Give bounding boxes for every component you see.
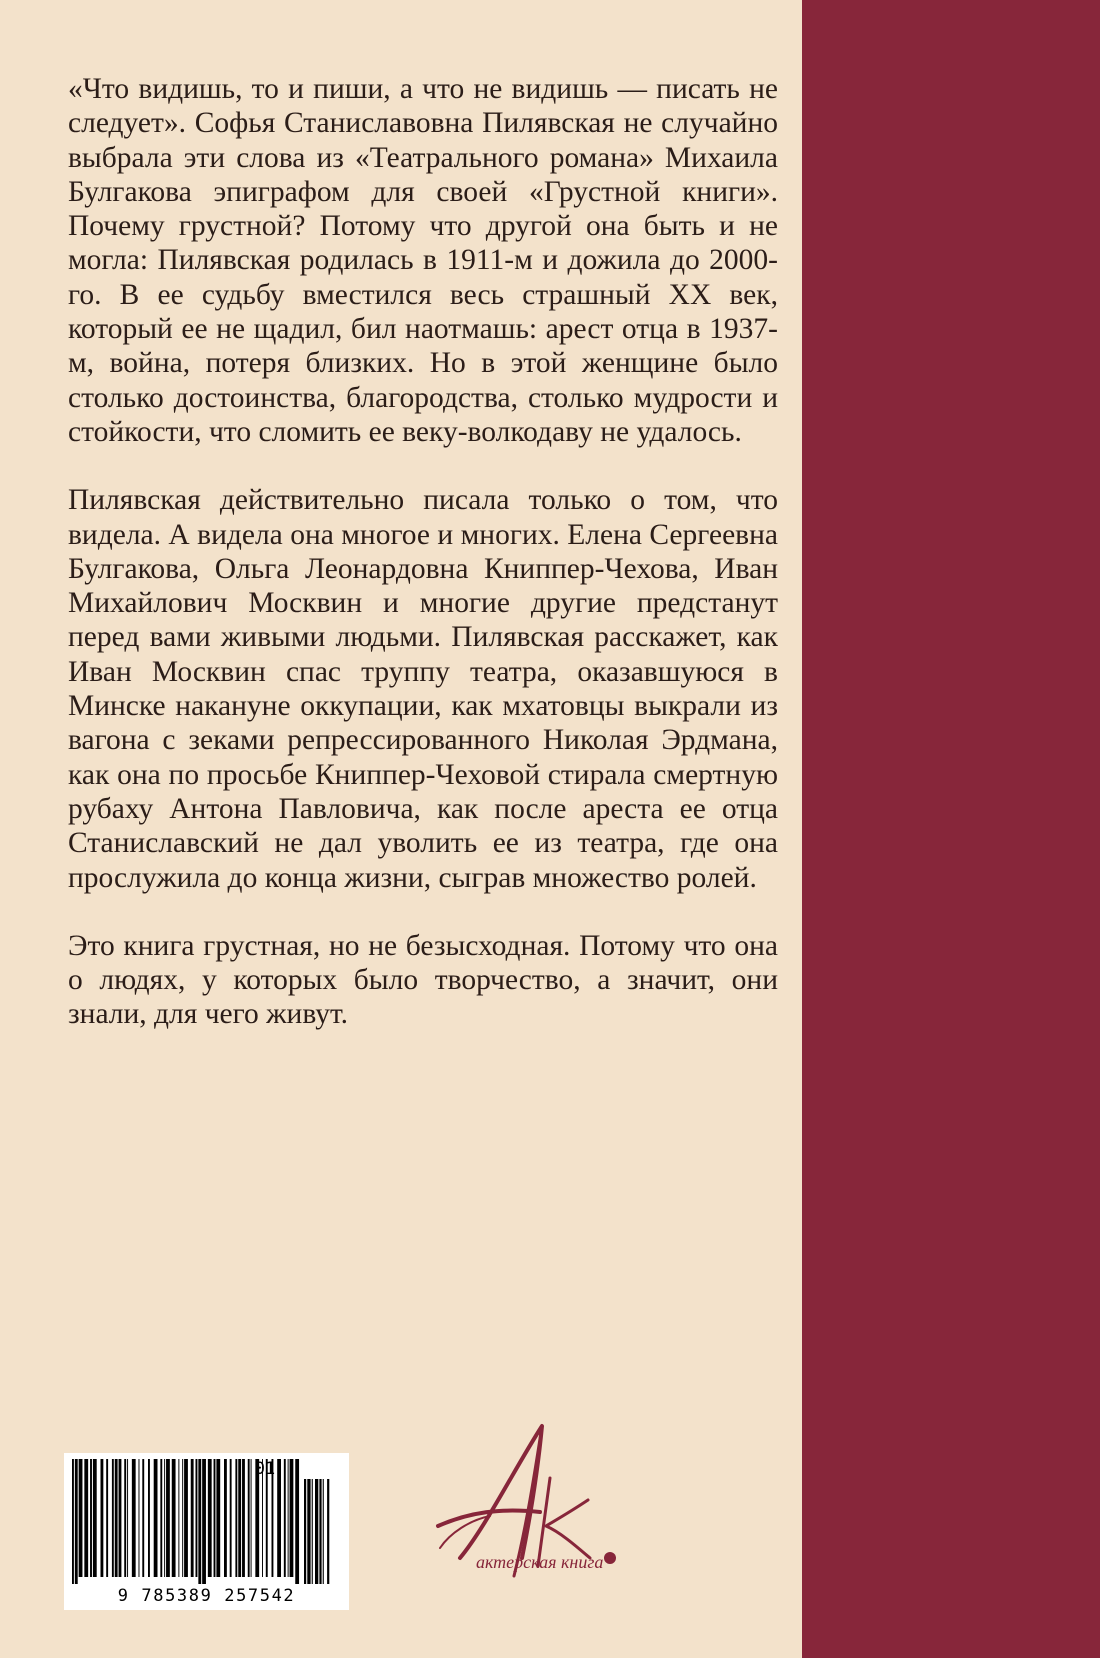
barcode-bar — [84, 1459, 88, 1577]
barcode-bar — [119, 1459, 122, 1577]
barcode-bar — [72, 1459, 74, 1584]
blurb-paragraph-2: Пилявская действительно писала только о том, что видела. А видела она многое и многих. Елена Сергеевна Булгакова, Ольга Леонардовна Книппер-Чехова, Иван Михайлович Москвин и многие другие предстанут перед вами живыми людьми. Пилявская расскажет, как Иван Москвин спас труппу театра, оказавшуюся в Минске накануне оккупации, как мхатовцы выкрали из вагона с зеками репрессированного Николая Эрдмана, как она по просьбе Книппер-Чеховой стирала смертную рубаху Антона Павловича, как после ареста ее отца Станиславский не дал уволить ее из театра, где она прослужила до конца жизни, сыграв множество ролей. — [68, 484, 778, 894]
barcode-bar — [139, 1459, 140, 1577]
barcode-bar — [75, 1459, 78, 1584]
barcode-bar — [184, 1459, 188, 1577]
barcode-bar — [160, 1459, 162, 1577]
barcode-bar — [132, 1459, 136, 1577]
barcode-bar — [90, 1459, 92, 1577]
blurb-paragraph-3: Это книга грустная, но не безысходная. Потому что она о людях, у которых было творчество, а значит, они знали, для чего живут. — [68, 929, 778, 1031]
barcode-bar — [112, 1459, 114, 1577]
barcode-addon-number: 01 — [254, 1459, 276, 1479]
barcode-bar — [214, 1459, 216, 1577]
barcode-bar — [178, 1459, 179, 1577]
barcode-bar — [182, 1459, 183, 1577]
barcode-bar — [191, 1459, 194, 1577]
blurb-paragraph-1: «Что видишь, то и пиши, а что не видишь — писать не следует». Софья Станиславовна Пилявская не случайно выбрала эти слова из «Театрального романа» Михаила Булгакова эпиграфом для своей «Грустной книги». Почему грустной? Потому что другой она быть и не могла: Пилявская родилась в 1911-м и дожила до 2000-го. В ее судьбу вместился весь страшный XX век, который ее не щадил, бил наотмашь: арест отца в 1937-м, война, потеря близких. Но в этой женщине было столько достоинства, благородства, столько мудрости и стойкости, что сломить ее веку-волкодаву не удалось. — [68, 73, 778, 448]
publisher-name: актерская книга — [476, 1552, 604, 1572]
barcode-bar — [164, 1459, 165, 1577]
barcode-bar — [115, 1459, 118, 1577]
barcode-bar — [127, 1459, 128, 1577]
barcode-bar — [148, 1459, 150, 1577]
barcode-bar — [224, 1459, 227, 1577]
barcode-addon-bar — [312, 1479, 313, 1584]
barcode-bar — [79, 1459, 83, 1577]
barcode-bar — [208, 1459, 212, 1577]
barcode-bar — [154, 1459, 158, 1577]
barcode-bar — [290, 1459, 294, 1577]
barcode-bar — [216, 1459, 220, 1577]
barcode-addon-bar — [304, 1479, 306, 1584]
barcode-bar — [288, 1459, 289, 1577]
barcode-bar — [235, 1459, 237, 1577]
barcode-addon-bar — [315, 1479, 318, 1584]
barcode-bar — [172, 1459, 176, 1577]
cover-blurb — [68, 72, 778, 1066]
barcode-addon-bar — [319, 1479, 321, 1584]
barcode-addon-bar — [323, 1479, 324, 1584]
barcode-bar — [238, 1459, 241, 1577]
barcode-bar — [166, 1459, 170, 1577]
barcode-bar — [295, 1459, 299, 1584]
barcode-bar — [196, 1459, 198, 1577]
barcode-number: 9 785389 257542 — [117, 1586, 296, 1606]
barcode-addon-bar — [327, 1479, 329, 1584]
barcode-bar — [93, 1459, 97, 1577]
barcode-addon-bar — [307, 1479, 310, 1584]
barcode-bar — [142, 1459, 144, 1577]
barcode-bar — [198, 1459, 201, 1584]
barcode-bar — [202, 1459, 206, 1584]
barcode-bar — [124, 1459, 126, 1577]
barcode-bar — [230, 1459, 232, 1577]
decorative-color-band — [802, 0, 1100, 1658]
barcode-bar — [101, 1459, 104, 1577]
barcode-bar — [106, 1459, 108, 1577]
